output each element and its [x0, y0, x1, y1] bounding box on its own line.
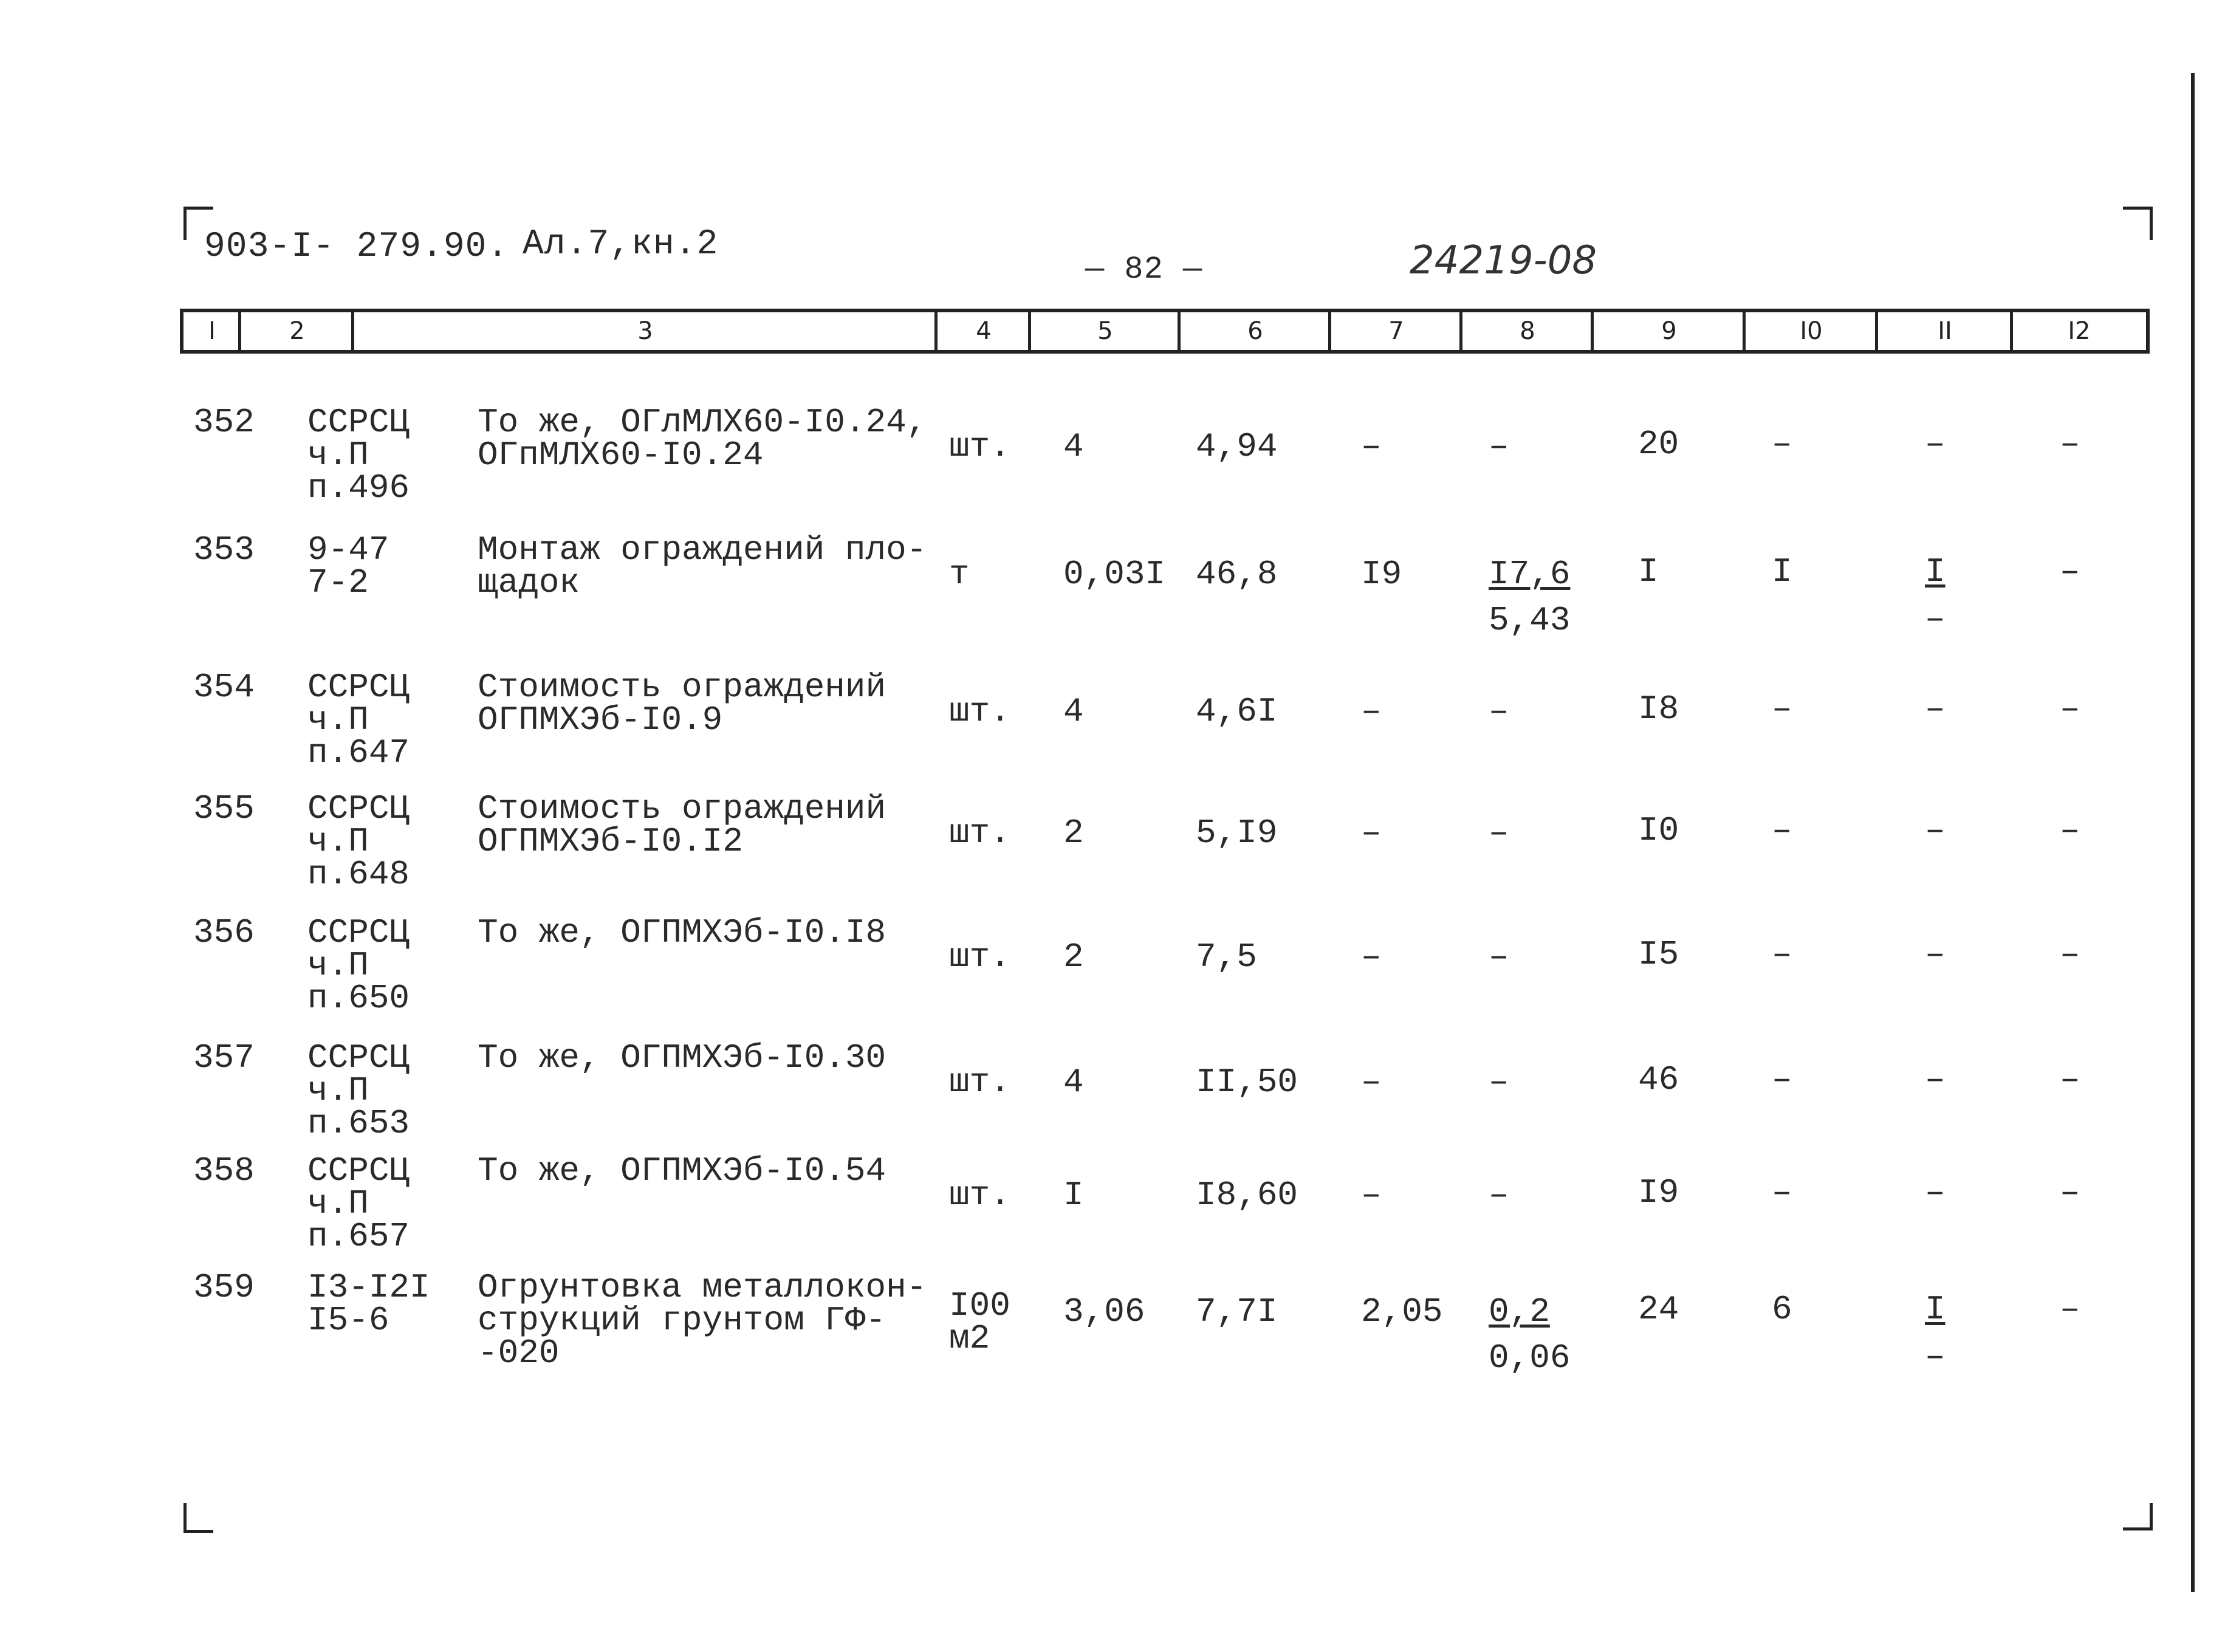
column-divider: [1459, 310, 1462, 352]
unit-price: 4,6I: [1196, 692, 1278, 731]
col-10-value: 6: [1772, 1290, 1792, 1329]
quantity: 4: [1063, 692, 1084, 731]
col-12-value: –: [2060, 1173, 2080, 1212]
col-9-value: I0: [1638, 811, 1679, 850]
col-8-value: –: [1489, 1063, 1509, 1102]
column-divider: [2010, 310, 2013, 352]
document-code: 903-I- 279.90.: [204, 227, 509, 267]
col-11-value: I: [1925, 1290, 1946, 1329]
norm-code: ССРСЦ ч.П п.650: [307, 913, 410, 1018]
quantity: 3,06: [1063, 1292, 1145, 1331]
column-divider: [1743, 310, 1746, 352]
album-reference: Ал.7,кн.2: [523, 225, 719, 264]
col-11-value: –: [1925, 1060, 1946, 1099]
quantity: 4: [1063, 1063, 1084, 1102]
norm-code: 9-47 7-2: [307, 530, 389, 602]
col-12-value: –: [2060, 552, 2080, 591]
column-number-6: 6: [1247, 317, 1263, 345]
column-number-7: 7: [1388, 317, 1404, 345]
col-8-value: –: [1489, 1176, 1509, 1215]
col-9-value: I: [1638, 552, 1659, 591]
column-divider: [1591, 310, 1594, 352]
column-number-10: I0: [1800, 317, 1823, 345]
col-12-value: –: [2060, 690, 2080, 728]
page-edge-line: [2191, 73, 2195, 1592]
col-7-value: 2,05: [1361, 1292, 1443, 1331]
row-number: 357: [193, 1038, 255, 1077]
unit-price: 7,5: [1196, 937, 1257, 976]
unit-price: 46,8: [1196, 555, 1278, 594]
quantity: 4: [1063, 427, 1084, 466]
column-number-12: I2: [2068, 317, 2091, 345]
col-8-subvalue: 0,06: [1489, 1338, 1571, 1377]
unit-price: 5,I9: [1196, 814, 1278, 852]
norm-code: ССРСЦ ч.П п.648: [307, 789, 410, 894]
col-11-value: –: [1925, 425, 1946, 464]
row-number: 358: [193, 1151, 255, 1190]
col-11-value: –: [1925, 1173, 1946, 1212]
corner-mark-top-right: [2123, 207, 2153, 240]
col-9-value: 46: [1638, 1060, 1679, 1099]
col-9-value: 20: [1638, 425, 1679, 464]
work-description: Огрунтовка металлокон- струкций грунтом ГФ- -020: [478, 1268, 927, 1373]
unit: шт.: [949, 814, 1010, 852]
page-number: — 82 —: [1085, 252, 1203, 287]
unit: шт.: [949, 692, 1010, 731]
col-11-value: I: [1925, 552, 1946, 591]
norm-code: ССРСЦ ч.П п.647: [307, 668, 410, 772]
col-8-value: –: [1489, 427, 1509, 466]
work-description: То же, ОГлМЛХ60-I0.24, ОГпМЛХ60-I0.24: [478, 403, 927, 475]
quantity: 2: [1063, 937, 1084, 976]
col-11-subvalue: –: [1925, 600, 1946, 639]
col-10-value: I: [1772, 552, 1792, 591]
column-number-3: 3: [637, 317, 653, 345]
col-10-value: –: [1772, 1060, 1792, 1099]
unit: шт.: [949, 427, 1010, 466]
col-9-value: 24: [1638, 1290, 1679, 1329]
col-10-value: –: [1772, 935, 1792, 974]
column-number-1: I: [208, 317, 216, 345]
work-description: Стоимость ограждений ОГПМХЭб-I0.9: [478, 668, 886, 739]
column-number-8: 8: [1520, 317, 1535, 345]
unit: шт.: [949, 1176, 1010, 1215]
column-number-2: 2: [289, 317, 305, 345]
col-12-value: –: [2060, 935, 2080, 974]
quantity: 0,03I: [1063, 555, 1166, 594]
unit: шт.: [949, 937, 1010, 976]
unit-price: 4,94: [1196, 427, 1278, 466]
col-11-subvalue: –: [1925, 1337, 1946, 1376]
work-description: То же, ОГПМХЭб-I0.30: [478, 1038, 886, 1077]
col-8-value: I7,6: [1489, 555, 1571, 594]
unit-price: 7,7I: [1196, 1292, 1278, 1331]
work-description: То же, ОГПМХЭб-I0.54: [478, 1151, 886, 1190]
unit-price: I8,60: [1196, 1176, 1298, 1215]
work-description: Стоимость ограждений ОГПМХЭб-I0.I2: [478, 789, 886, 861]
quantity: I: [1063, 1176, 1084, 1215]
col-8-value: 0,2: [1489, 1292, 1550, 1331]
col-11-value: –: [1925, 935, 1946, 974]
col-7-value: –: [1361, 1176, 1382, 1215]
row-number: 356: [193, 913, 255, 952]
row-number: 355: [193, 789, 255, 828]
unit-price: II,50: [1196, 1063, 1298, 1102]
col-8-subvalue: 5,43: [1489, 601, 1571, 640]
column-divider: [1875, 310, 1878, 352]
column-number-11: II: [1938, 317, 1952, 345]
col-11-value: –: [1925, 811, 1946, 850]
col-9-value: I8: [1638, 690, 1679, 728]
col-12-value: –: [2060, 1290, 2080, 1329]
norm-code: ССРСЦ ч.П п.653: [307, 1038, 410, 1143]
quantity: 2: [1063, 814, 1084, 852]
work-description: То же, ОГПМХЭб-I0.I8: [478, 913, 886, 952]
corner-mark-bottom-right: [2123, 1503, 2153, 1530]
col-9-value: I5: [1638, 935, 1679, 974]
col-12-value: –: [2060, 1060, 2080, 1099]
row-number: 353: [193, 530, 255, 569]
col-7-value: –: [1361, 937, 1382, 976]
row-number: 359: [193, 1268, 255, 1307]
col-10-value: –: [1772, 811, 1792, 850]
row-number: 354: [193, 668, 255, 707]
stamp-number: 24219-08: [1410, 238, 1597, 283]
col-10-value: –: [1772, 425, 1792, 464]
column-divider: [1028, 310, 1031, 352]
norm-code: I3-I2I I5-6: [307, 1268, 430, 1340]
unit: шт.: [949, 1063, 1010, 1102]
unit: т: [949, 555, 970, 594]
col-9-value: I9: [1638, 1173, 1679, 1212]
col-8-value: –: [1489, 692, 1509, 731]
column-number-4: 4: [976, 317, 992, 345]
col-7-value: –: [1361, 427, 1382, 466]
col-8-value: –: [1489, 814, 1509, 852]
unit: I00 м2: [949, 1286, 1010, 1358]
column-divider: [1178, 310, 1181, 352]
col-12-value: –: [2060, 425, 2080, 464]
column-divider: [1328, 310, 1331, 352]
col-7-value: –: [1361, 1063, 1382, 1102]
column-divider: [238, 310, 241, 352]
col-7-value: –: [1361, 814, 1382, 852]
row-number: 352: [193, 403, 255, 442]
col-11-value: –: [1925, 690, 1946, 728]
col-7-value: I9: [1361, 555, 1402, 594]
col-8-value: –: [1489, 937, 1509, 976]
column-number-9: 9: [1661, 317, 1677, 345]
column-number-5: 5: [1097, 317, 1113, 345]
norm-code: ССРСЦ ч.П п.496: [307, 403, 410, 507]
norm-code: ССРСЦ ч.П п.657: [307, 1151, 410, 1256]
col-12-value: –: [2060, 811, 2080, 850]
corner-mark-bottom-left: [183, 1503, 213, 1533]
column-divider: [351, 310, 354, 352]
col-7-value: –: [1361, 692, 1382, 731]
col-10-value: –: [1772, 690, 1792, 728]
column-number-header: [180, 309, 2150, 354]
work-description: Монтаж ограждений пло- щадок: [478, 530, 927, 602]
col-10-value: –: [1772, 1173, 1792, 1212]
column-divider: [934, 310, 938, 352]
